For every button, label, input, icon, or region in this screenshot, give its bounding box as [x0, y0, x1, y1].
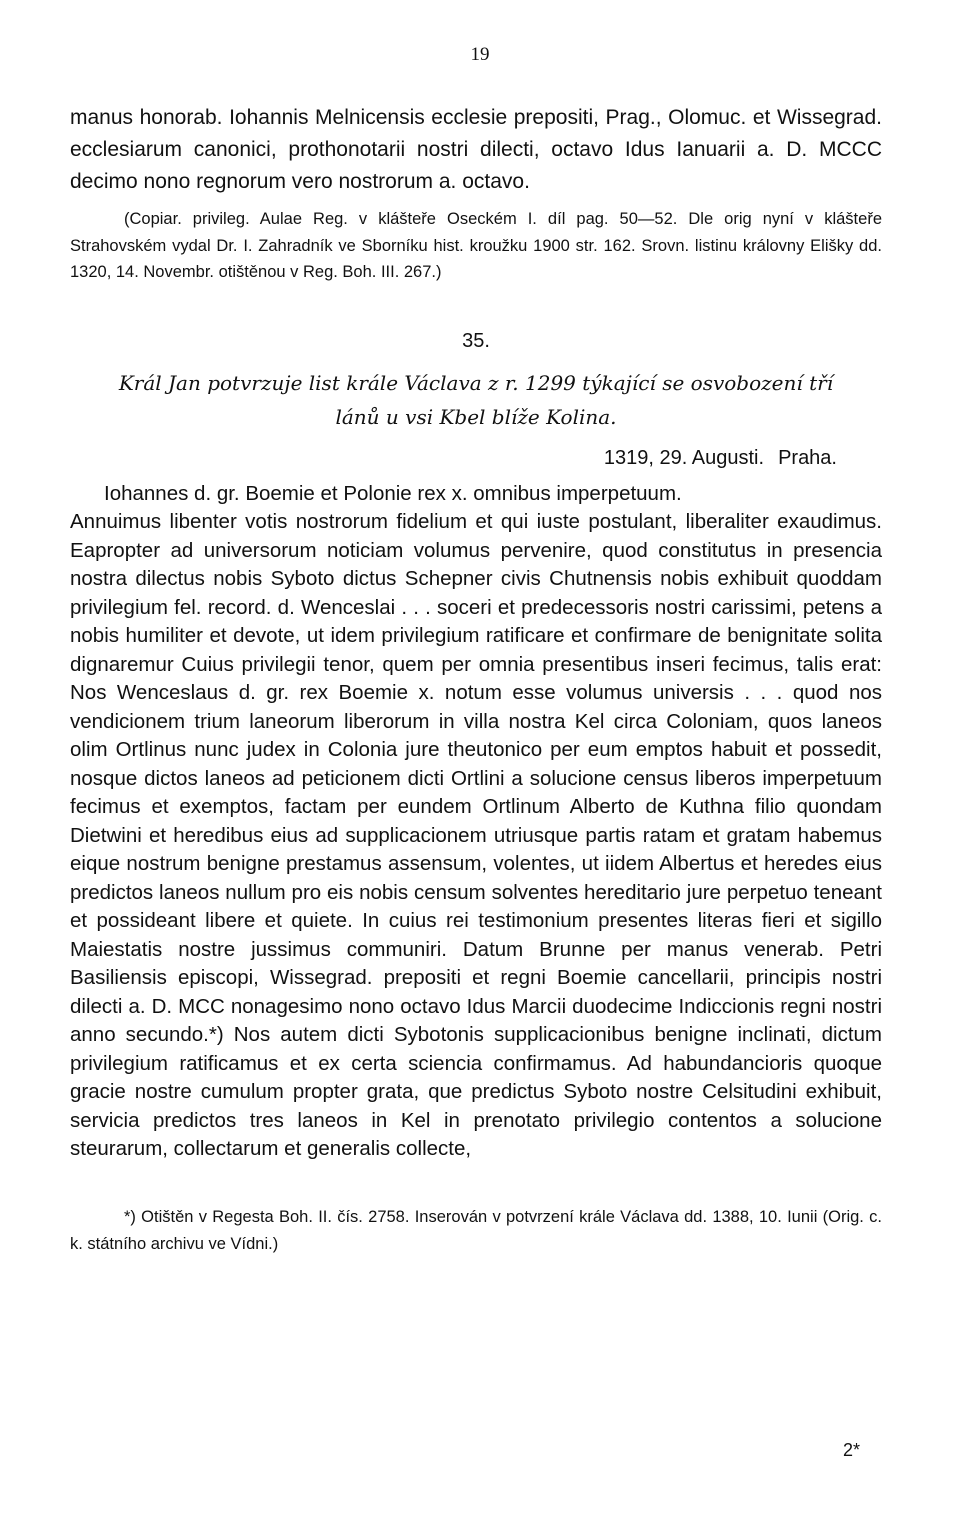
intitulatio: Iohannes d. gr. Boemie et Polonie rex x. omnibus imperpetuum.: [104, 481, 682, 505]
document-text: [70, 480, 882, 1164]
document-place: Praha.: [778, 446, 837, 469]
page-body: [70, 102, 882, 1258]
regest-heading: Král Jan potvrzuje list krále Václava z r. 1299 týkající se osvobození tří lánů u vsi Kbel blíže Kolina.: [118, 370, 834, 429]
document-date: 1319, 29. Augusti.: [603, 446, 765, 469]
page-number: 19: [470, 44, 490, 65]
continuation-paragraph: manus honorab. Iohannis Melnicensis ecclesie prepositi, Prag., Olomuc. et Wissegrad. ecclesiarum canonici, prothonotarii nostri dilecti, octavo Idus Ianuarii a. D. MCCC decimo nono regnorum vero nostrorum a. octavo.: [70, 106, 882, 193]
document-number: 35.: [462, 329, 490, 352]
source-note: (Copiar. privileg. Aulae Reg. v klášteře Oseckém I. díl pag. 50—52. Dle orig nyní v klášteře Strahovském vydal Dr. I. Zahradník ve Sborníku hist. kroužku 1900 str. 162. Srovn. listinu královny Elišky dd. 1320, 14. Novembr. otištěnou v Reg. Boh. III. 267.): [70, 210, 882, 281]
signature-mark: 2*: [842, 1440, 860, 1460]
document-body: Annuimus libenter votis nostrorum fidelium et qui iuste postulant, liberaliter exaudimus. Eapropter ad universorum noticiam volumus pervenire, quod constitutus in presencia nostra dilectus nobis Syboto dictus Schepner civis Chutnensis nobis exhibuit quoddam privilegium fel. record. d. Wenceslai . . . soceri et predecessoris nostri carissimi, petens a nobis humiliter et devote, ut idem privilegium ratificare et confirmare de benignitate solita dignaremur Cuius privilegii tenor, quem per omnia presentibus inseri fecimus, talis erat: Nos Wenceslaus d. gr. rex Boemie x. notum esse volumus universis . . . quod nos vendicionem trium laneorum liberorum in villa nostra Kel circa Coloniam, quos laneos olim Ortlinus nunc judex in Colonia jure theutonico per eum emptos habuit et possedit, nosque dictos laneos ad peticionem dicti Ortlini a solucione census liberos imperpetuum fecimus et exemptos, factam per eundem Ortlinum Alberto de Kuthna filio quondam Dietwini et heredibus eius ad supplicacionem utriusque partis ratam et gratam habemus eique nostrum benigne prestamus assensum, volentes, ut iidem Albertus et heredes eius predictos laneos nullum pro eis nobis censum solventes hereditario jure perpetuo teneant et possideant libere et quiete. In cuius rei testimonium presentes literas fieri et sigillo Maiestatis nostre jussimus communiri. Datum Brunne per manus venerab. Petri Basiliensis episcopi, Wissegrad. prepositi et regni Boemie cancellarii, principis nostri dilecti a. D. MCC nonagesimo nono octavo Idus Marcii duodecime Indiccionis regni nostri anno secundo.*) Nos autem dicti Sybotonis supplicacionibus benigne inclinati, dictum privilegium ratificamus et ex certa sciencia confirmamus. Ad habundancioris quoque gracie nostre cumulum propter grata, que predictus Syboto nostre Celsitudini exhibuit, servicia predictos tres laneos in Kel in prenotato privilegio contentos a solucione steurarum, collectarum et generalis collecte,: [70, 510, 882, 1160]
dateline: [70, 442, 837, 474]
footnote: *) Otištěn v Regesta Boh. II. čís. 2758. Inserován v potvrzení krále Václava dd. 1388, 10. Iunii (Orig. c. k. státního archivu ve Vídni.): [70, 1207, 882, 1253]
